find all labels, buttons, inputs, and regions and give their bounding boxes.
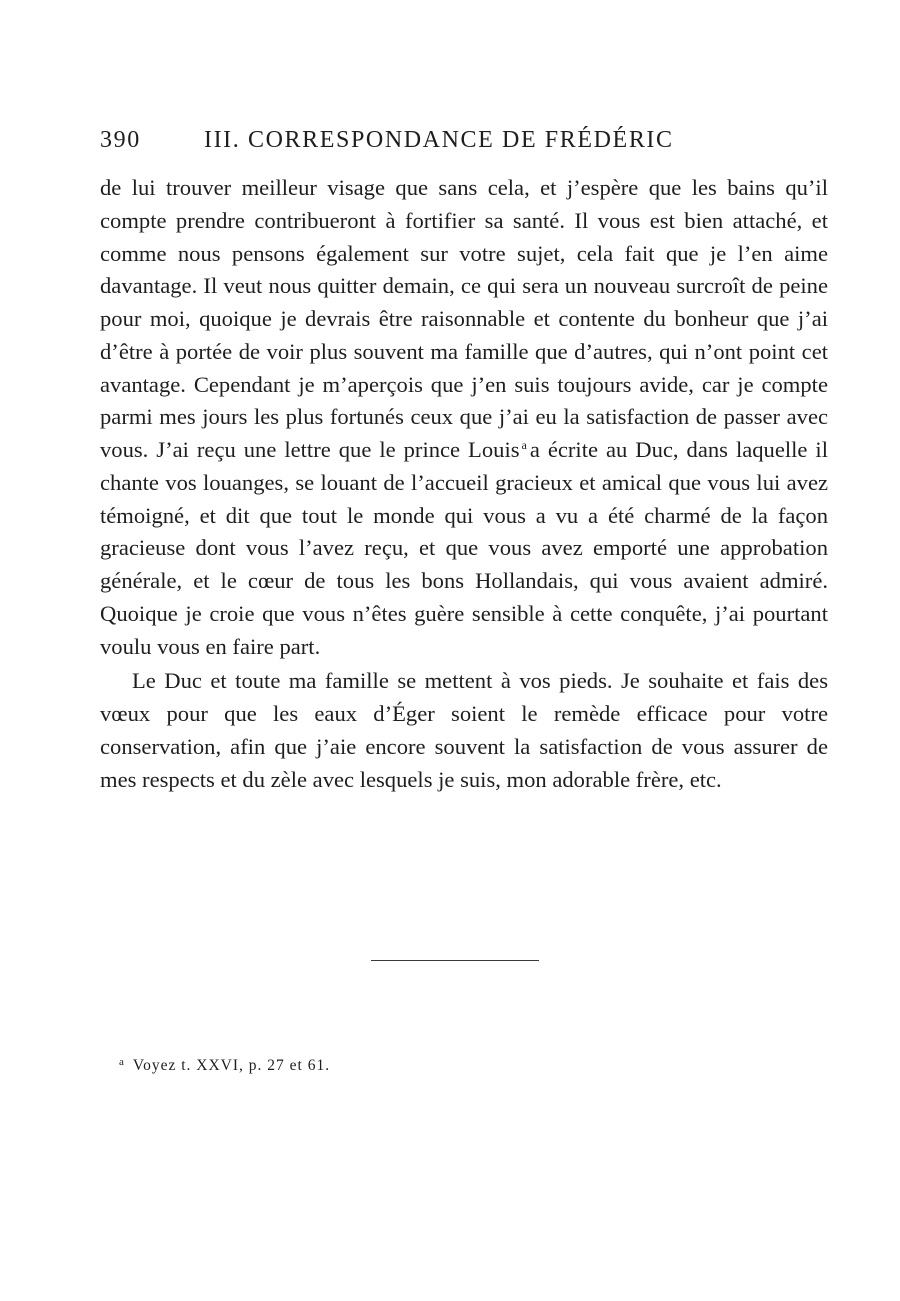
footnote-text: Voyez t. XXVI, p. 27 et 61. — [132, 1057, 331, 1074]
paragraph: Le Duc et toute ma famille se mettent à vos pieds. Je souhaite et fais des vœux pour que les eaux d’Éger soient le remède efficace pour votre conservation, afin que j’aie encore souvent la satisfaction de vous assurer de mes respects et du zèle avec lesquels je suis, mon adorable frère, etc. — [100, 668, 828, 792]
running-title: III. CORRESPONDANCE DE FRÉDÉRIC — [204, 127, 674, 153]
letter-body — [100, 172, 828, 796]
footnote-reference: a — [521, 438, 527, 452]
page-number: 390 — [100, 127, 141, 153]
paragraph-text: de lui trouver meilleur visage que sans cela, et j’espère que les bains qu’il compte prendre contribueront à fortifier sa santé. Il vous est bien attaché, et comme nous pensons également sur votre sujet, cela fait que je l’en aime davantage. Il veut nous quitter demain, ce qui sera un nouveau surcroît de peine pour moi, quoique je devrais être raisonnable et contente du bonheur que j’ai d’être à portée de voir plus souvent ma famille que d’autres, qui n’ont point cet avantage. Cependant je m’aperçois que j’en suis toujours avide, car je compte parmi mes jours les plus fortunés ceux que j’ai eu la satisfaction de passer avec vous. J’ai reçu une lettre que le prince Louis — [100, 175, 828, 462]
running-head — [100, 127, 828, 161]
footnote-divider — [371, 960, 539, 961]
paragraph — [100, 172, 828, 663]
footnote — [119, 1056, 330, 1075]
footnote-mark: a — [119, 1056, 125, 1068]
paragraph-text: a écrite au Duc, dans laquelle il chante vos louanges, se louant de l’accueil gracieux et amical que vous lui avez témoigné, et dit que tout le monde qui vous a vu a été charmé de la façon gracieuse dont vous l’avez reçu, et que vous avez emporté une approbation générale, et le cœur de tous les bons Hollandais, qui vous avaient admiré. Quoique je croie que vous n’êtes guère sensible à cette conquête, j’ai pourtant voulu vous en faire part. — [100, 437, 828, 659]
